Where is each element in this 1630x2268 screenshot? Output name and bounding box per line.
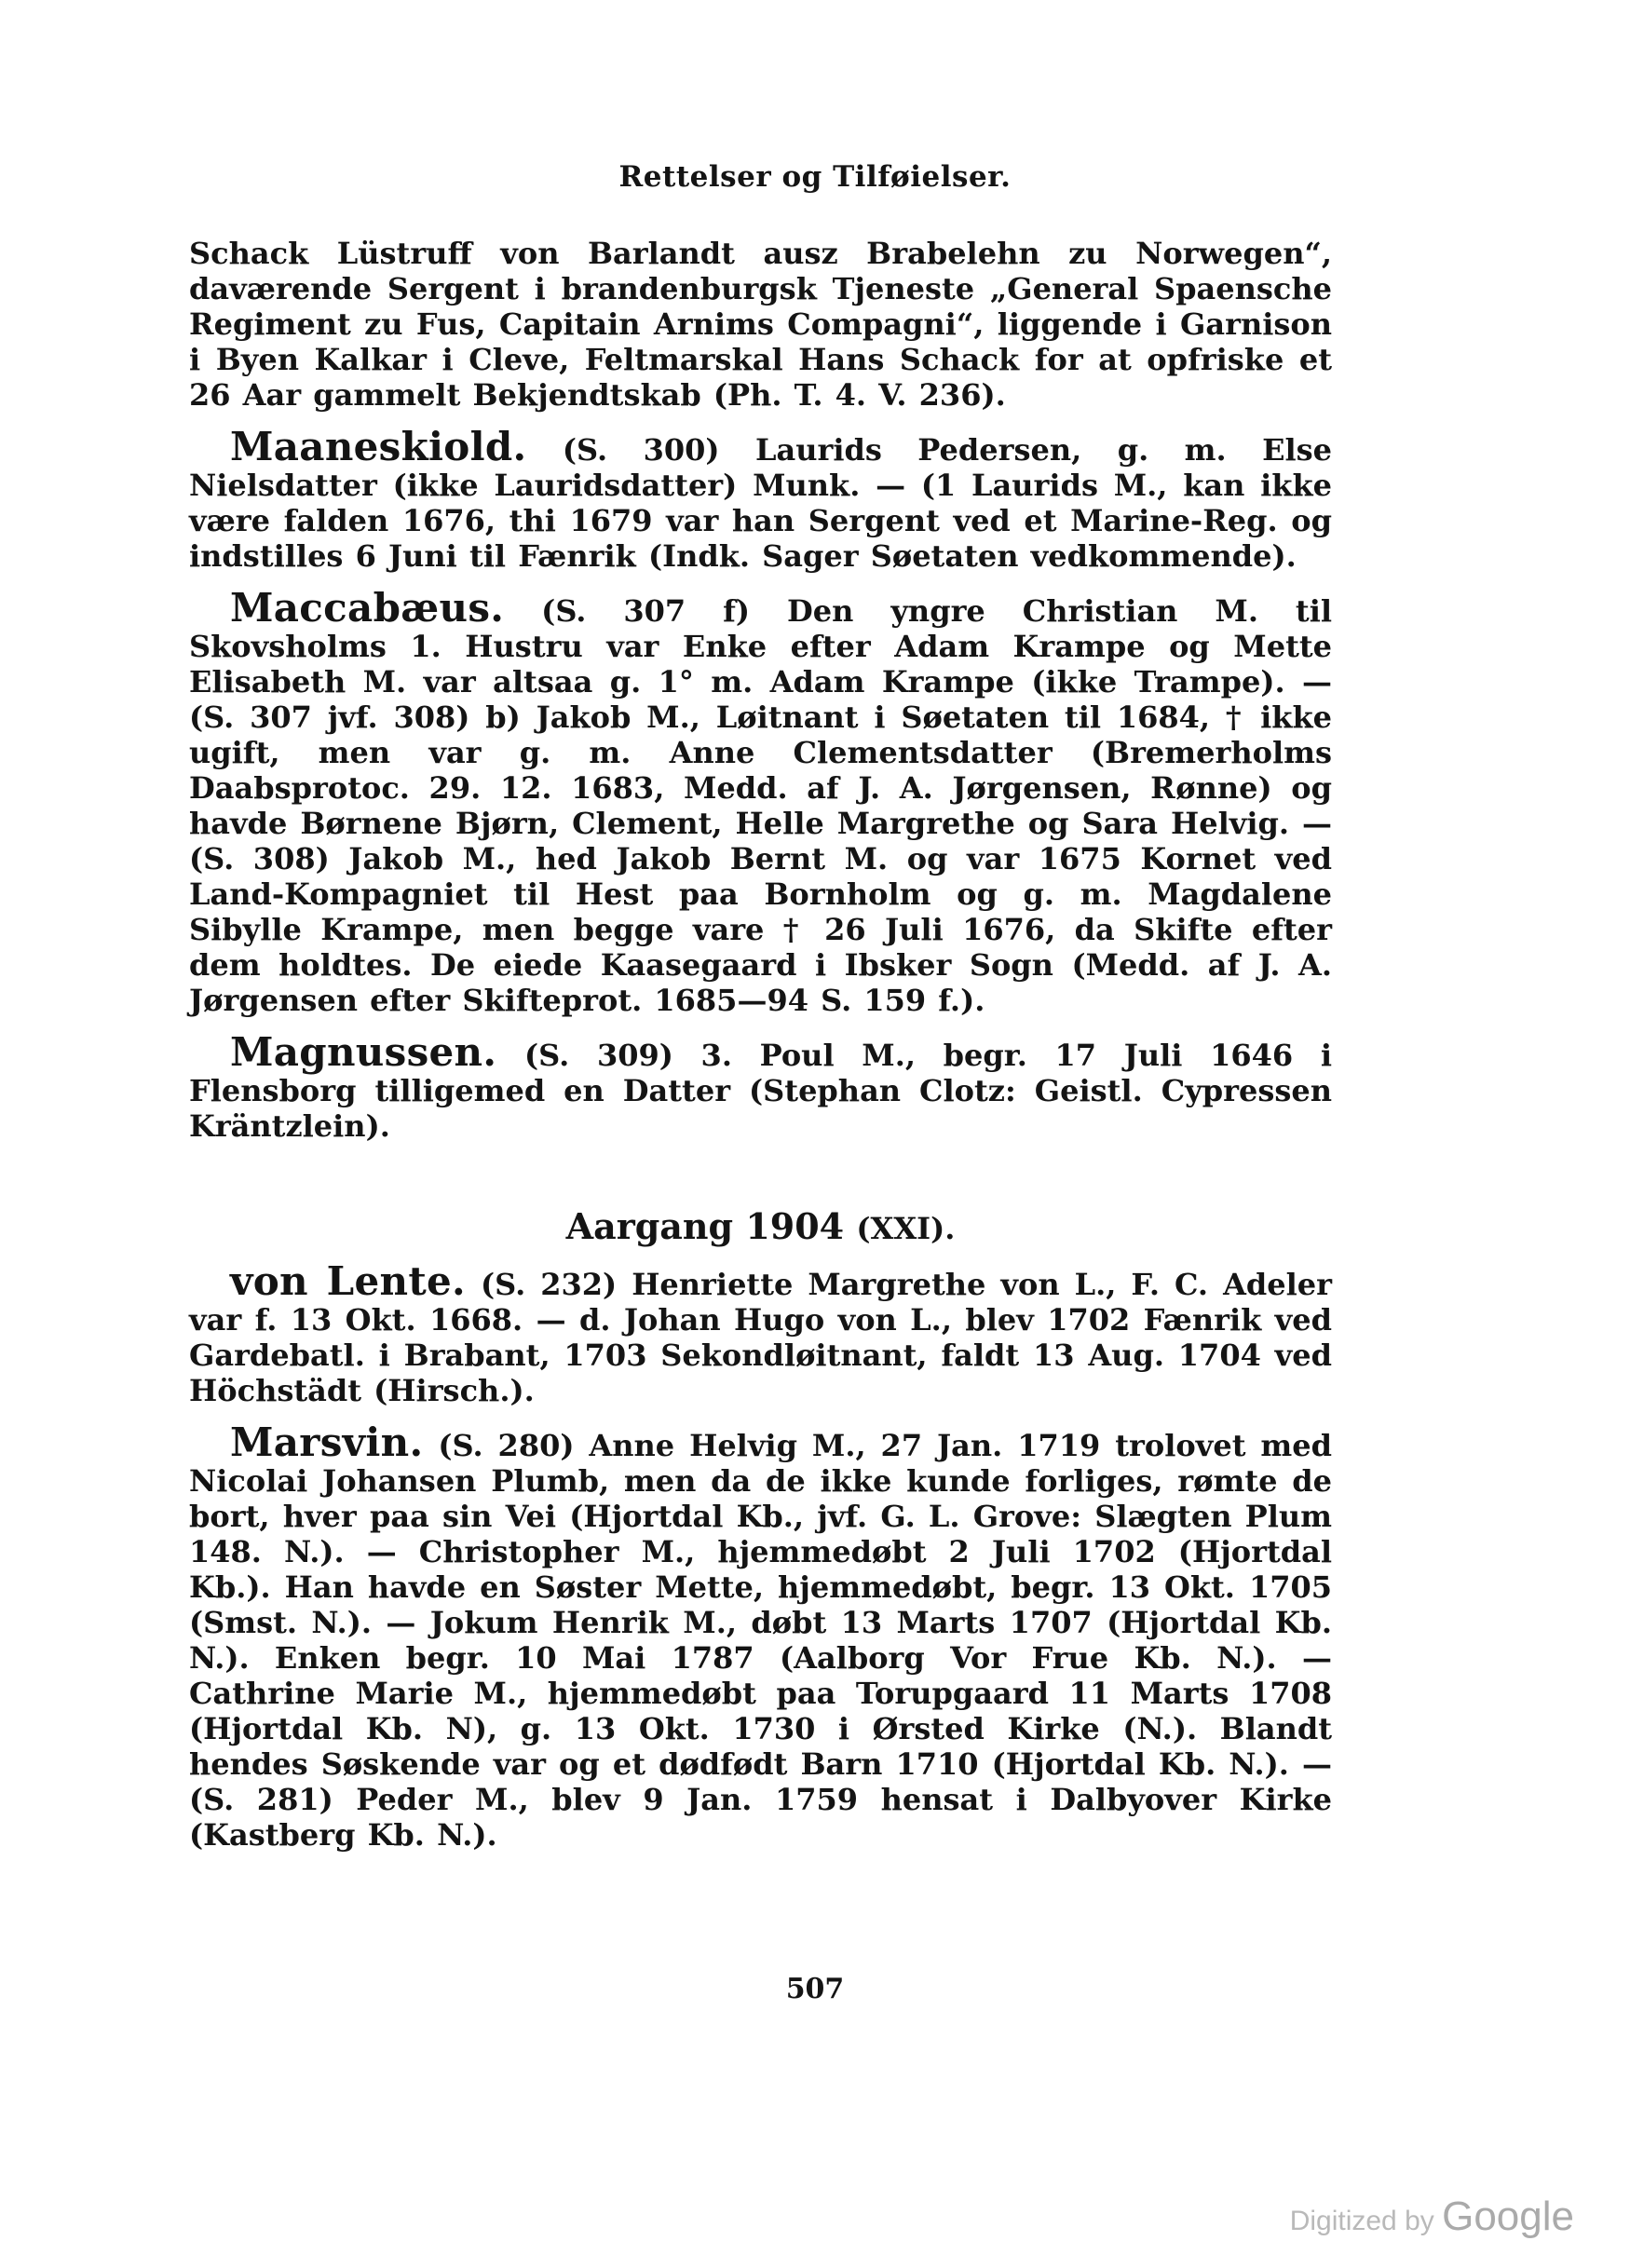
page-number: 507: [785, 1973, 845, 2005]
entry-paragraph: [189, 1258, 1333, 1408]
entry-headword: Maccabæus.: [230, 585, 505, 631]
running-head: Rettelser og Tilføielser.: [618, 160, 1012, 194]
section-suffix: (XXI).: [856, 1211, 956, 1246]
text-column: [189, 236, 1332, 1853]
continuation-paragraph: Schack Lüstruff von Barlandt ausz Brabelehn zu Norwegen“, daværende Sergent i brandenburgsk Tjeneste „General Spaensche Regiment zu Fus, Capitain Arnims Compagni“, liggende i Garnison i Byen Kalkar i Cleve, Feltmarskal Hans Schack for at opfriske et 26 Aar gammelt Bekjendtskab (Ph. T. 4. V. 236).: [189, 236, 1332, 413]
entry-text: (S. 300) Laurids Pedersen, g. m. Else Nielsdatter (ikke Lauridsdatter) Munk. — (1 Laurids M., kan ikke være falden 1676, thi 1679 var han Sergent ved et Marine-Reg. og indstilles 6 Juni til Fænrik (Indk. Sager Søetaten vedkommende).: [189, 432, 1333, 574]
entry-maaneskiold: [189, 424, 1333, 574]
entry-text: (S. 307 f) Den yngre Christian M. til Skovsholms 1. Hustru var Enke efter Adam Krampe og Mette Elisabeth M. var altsaa g. 1° m. Adam Krampe (ikke Trampe). — (S. 307 jvf. 308) b) Jakob M., Løitnant i Søetaten til 1684, † ikke ugift, men var g. m. Anne Clementsdatter (Bremerholms Daabsprotoc. 29. 12. 1683, Medd. af J. A. Jørgensen, Rønne) og havde Børnene Bjørn, Clement, Helle Margrethe og Sara Helvig. — (S. 308) Jakob M., hed Jakob Bernt M. og var 1675 Kornet ved Land-Kompagniet til Hest paa Bornholm og g. m. Magdalene Sibylle Krampe, men begge vare † 26 Juli 1676, da Skifte efter dem holdtes. De eiede Kaasegaard i Ibsker Sogn (Medd. af J. A. Jørgensen efter Skifteprot. 1685—94 S. 159 f.).: [189, 593, 1333, 1018]
entry-headword: Marsvin.: [230, 1419, 424, 1465]
entry-paragraph: [189, 585, 1333, 1018]
entry-text: (S. 232) Henriette Margrethe von L., F. C. Adeler var f. 13 Okt. 1668. — d. Johan Hugo von L., blev 1702 Fænrik ved Gardebatl. i Brabant, 1703 Sekondløitnant, faldt 13 Aug. 1704 ved Höchstädt (Hirsch.).: [189, 1267, 1333, 1408]
watermark-brand: Google: [1442, 2193, 1574, 2239]
section-heading: [189, 1205, 1332, 1247]
entry-maccabaeus: [189, 585, 1333, 1018]
entry-marsvin: [189, 1419, 1333, 1853]
entry-paragraph: [189, 1419, 1333, 1853]
entry-headword: Maaneskiold.: [230, 424, 527, 469]
entry-von-lente: [189, 1258, 1333, 1408]
entry-paragraph: [189, 424, 1333, 574]
digitization-watermark: [1290, 2193, 1574, 2240]
entry-paragraph: [189, 1029, 1333, 1144]
entry-text: (S. 309) 3. Poul M., begr. 17 Juli 1646 i Flensborg tilligemed en Datter (Stephan Clotz: Geistl. Cypressen Kräntzlein).: [189, 1038, 1333, 1144]
section-label: Aargang 1904: [565, 1205, 845, 1247]
entry-magnussen: [189, 1029, 1333, 1144]
entry-text: (S. 280) Anne Helvig M., 27 Jan. 1719 trolovet med Nicolai Johansen Plumb, men da de ikke kunde forliges, rømte de bort, hver paa sin Vei (Hjortdal Kb., jvf. G. L. Grove: Slægten Plum 148. N.). — Christopher M., hjemmedøbt 2 Juli 1702 (Hjortdal Kb.). Han havde en Søster Mette, hjemmedøbt, begr. 13 Okt. 1705 (Smst. N.). — Jokum Henrik M., døbt 13 Marts 1707 (Hjortdal Kb. N.). Enken begr. 10 Mai 1787 (Aalborg Vor Frue Kb. N.). — Cathrine Marie M., hjemmedøbt paa Torupgaard 11 Marts 1708 (Hjortdal Kb. N), g. 13 Okt. 1730 i Ørsted Kirke (N.). Blandt hendes Søskende var og et dødfødt Barn 1710 (Hjortdal Kb. N.). — (S. 281) Peder M., blev 9 Jan. 1759 hensat i Dalbyover Kirke (Kastberg Kb. N.).: [189, 1428, 1333, 1853]
watermark-prefix: Digitized by: [1289, 2206, 1434, 2236]
entry-headword: Magnussen.: [230, 1029, 497, 1075]
entry-headword: von Lente.: [230, 1258, 466, 1304]
